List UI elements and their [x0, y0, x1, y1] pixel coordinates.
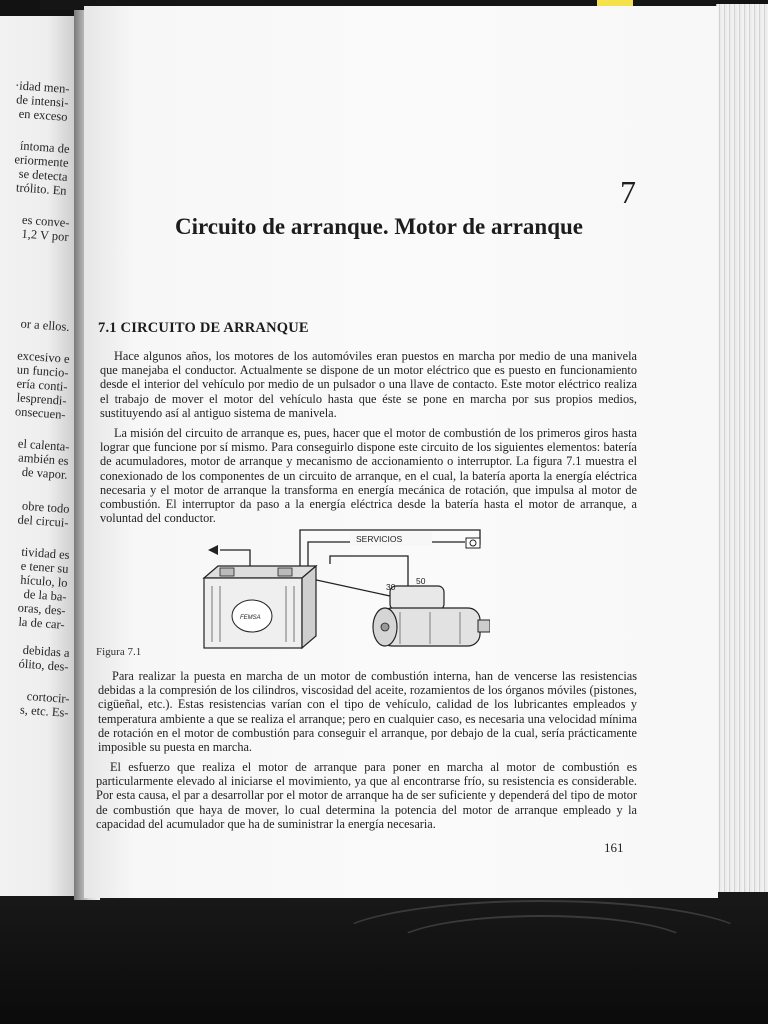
- page-edges: [716, 4, 768, 892]
- paragraph: Para realizar la puesta en marcha de un motor de combustión interna, han de vencerse las resistencias debidas a la compresión de los cilindros, viscosidad del aceite, rozamientos de los órganos móviles (pistones, cigüeñal, etc.). Estas resistencias varían con el tipo de vehículo, calidad de los lubricantes empleados y temperatura ambiente a que se realiza el arranque; pero en cualquier caso, es necesaria una velocidad mínima de rotación en el motor de combustión para conseguir el arranque, por debajo de la cual, sería prácticamente imposible su puesta en marcha.: [98, 669, 637, 755]
- left-text-fragment: obre todo del circui-: [17, 498, 71, 530]
- battery-icon: [204, 566, 316, 648]
- chapter-number: 7: [620, 174, 636, 210]
- ground-arrow-icon: [208, 545, 218, 555]
- left-text-fragment: excesivo e un funcio- ería conti- lesprendi- onsecuen-: [14, 348, 70, 422]
- figure-caption: Figura 7.1: [96, 646, 142, 658]
- section-heading: 7.1 CIRCUITO DE ARRANQUE: [98, 320, 309, 336]
- paragraph: Hace algunos años, los motores de los automóviles eran puestos en marcha por medio de una manivela que manejaba el conductor. Actualmente se dispone de un motor eléctrico que es puesto en funcionamiento desde el interior del vehículo por medio de un pulsador o una llave de contacto. Este motor eléctrico realiza el trabajo de mover el motor del vehículo hasta que éste se pone en marcha por sus propios medios, sustituyendo así al antiguo sistema de manivela.: [100, 349, 637, 420]
- starter-circuit-figure: [190, 524, 490, 658]
- left-text-fragment: tividad es e tener su hículo, lo de la ba- oras, des- la de car-: [17, 544, 70, 632]
- left-text-fragment: es conve- 1,2 V por: [21, 212, 71, 244]
- page-number: 161: [604, 840, 624, 855]
- terminal-30-label: 30: [386, 582, 396, 592]
- chapter-title: Circuito de arranque. Motor de arranque: [175, 214, 584, 239]
- cable-shadow: [390, 915, 694, 979]
- left-text-fragment: el calenta- ambién es de vapor.: [17, 436, 71, 482]
- paragraph: El esfuerzo que realiza el motor de arranque para poner en marcha al motor de combustión es particularmente elevado al iniciarse el movimiento, ya que al encontrarse frío, su resistencia es considerable. Por esta causa, el par a desarrollar por el motor de arranque ha de ser suficiente y dependerá del tipo de motor de combustión que haya de mover, lo cual determina la potencia del motor de arranque empleado y la capacidad del acumulador que ha de suministrar la energía necesaria.: [96, 760, 637, 831]
- left-text-fragment: íntoma de eriormente se detecta trólito. En: [14, 138, 70, 198]
- left-text-fragment: debidas a ólito, des-: [18, 642, 70, 674]
- ignition-switch-icon: [466, 538, 480, 548]
- starter-motor-icon: [373, 586, 490, 646]
- left-page: [0, 16, 80, 896]
- terminal-50-label: 50: [416, 576, 426, 586]
- servicios-label: SERVICIOS: [356, 534, 403, 544]
- battery-brand-label: FEMSA: [240, 615, 261, 621]
- paragraph: La misión del circuito de arranque es, pues, hacer que el motor de combustión de los primeros giros hasta lograr que funcione por sí mismo. Para conseguirlo dispone este circuito de los siguientes elementos: batería de acumuladores, motor de arranque y mecanismo de accionamiento o interruptor. La figura 7.1 muestra el conexionado de los componentes de un circuito de arranque, en el cual, la batería aporta la energía eléctrica necesaria y el motor de arranque la transforma en energía mecánica de rotación, que impulsa al motor de combustión. El interruptor da paso a la energía eléctrica desde la batería hasta el motor de arranque, a voluntad del conductor.: [100, 426, 637, 526]
- left-text-fragment: cortocir- s, etc. Es-: [19, 689, 70, 720]
- left-text-fragment: or a ellos.: [20, 316, 71, 334]
- left-text-fragment: ·idad men- de intensi- en exceso: [14, 78, 70, 124]
